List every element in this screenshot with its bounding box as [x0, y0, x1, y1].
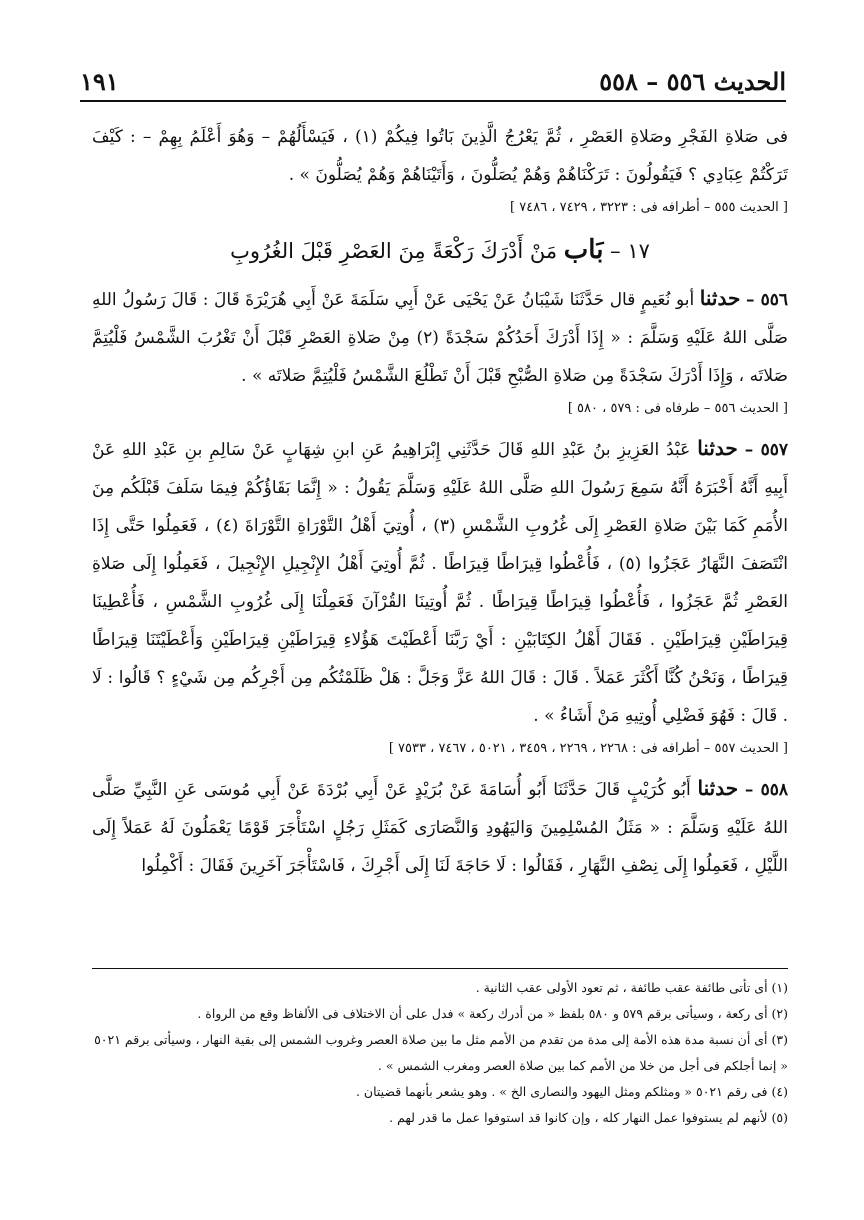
footnote-3: (٣) أى أن نسبة مدة هذه الأمة إلى مدة من تقدم من الأمم مثل ما بين صلاة العصر وغروب الشمس إلى بقية النهار ، وسيأتى برقم ٥٠٢١ « إنما أجلكم فى أجل من خلا من الأمم كما بين صلاة العصر ومغرب الشمس » . [94, 1032, 788, 1073]
footnote-2: (٢) أى ركعة ، وسيأتى برقم ٥٧٩ و ٥٨٠ بلفظ « من أدرك ركعة » فدل على أن الاختلاف فى الألفاظ وقع من الرواة . [197, 1006, 788, 1021]
hadith-556-references: [ الحديث ٥٥٦ – طرفاه فى : ٥٧٩ ، ٥٨٠ ] [567, 401, 788, 416]
hadith-number: ٥٥٨ – [744, 780, 789, 800]
running-title: الحديث ٥٥٦ – ٥٥٨ [599, 67, 786, 96]
hadith-557 [92, 429, 788, 735]
footnote-4: (٤) فى رقم ٥٠٢١ « ومثلكم ومثل اليهود والنصارى الخ » . وهو يشعر بأنهما قضيتان . [355, 1084, 788, 1099]
footnote-5: (٥) لأنهم لم يستوفوا عمل النهار كله ، وإن كانوا قد استوفوا عمل ما قدر لهم . [389, 1110, 788, 1125]
main-text [92, 118, 788, 885]
page-header [80, 58, 786, 102]
hadith-number: ٥٥٦ – [745, 290, 788, 310]
page-number: ١٩١ [80, 67, 119, 96]
hadith-text: أَبُو كُرَيْبٍ قَالَ حَدَّثَنَا أَبُو أُسَامَةَ عَنْ بُرَيْدٍ عَنْ أَبِي بُرْدَةَ عَنْ أَبِي مُوسَى عَنِ النَّبِيِّ صَلَّى اللهُ عَلَيْهِ وَسَلَّمَ : « مَثَلُ المُسْلِمِينَ وَاليَهُودِ وَالنَّصَارَى كَمَثَلِ رَجُلٍ اسْتَأْجَرَ قَوْمًا يَعْمَلُونَ لَهُ عَمَلاً إِلَى اللَّيْلِ ، فَعَمِلُوا إِلَى نِصْفِ النَّهَارِ ، فَقَالُوا : لَا حَاجَةَ لَنَا إِلَى أَجْرِكَ ، فَاسْتَأْجَرَ آخَرِينَ فَقَالَ : أَكْمِلُوا [92, 780, 788, 876]
haddathana-word: حدثنا [697, 776, 739, 800]
hadith-556 [92, 279, 788, 395]
chapter-title: مَنْ أَدْرَكَ رَكْعَةً مِنَ العَصْرِ قَبْلَ الغُرُوبِ [230, 239, 558, 263]
hadith-558 [92, 769, 788, 885]
footnote-1: (١) أى تأتى طائفة عقب طائفة ، ثم تعود الأولى عقب الثانية . [475, 980, 788, 995]
chapter-number: ١٧ – [610, 239, 650, 263]
chapter-bab-word: بَاب [563, 235, 604, 265]
hadith-557-references: [ الحديث ٥٥٧ – أطرافه فى : ٢٢٦٨ ، ٢٢٦٩ ، ٣٤٥٩ ، ٥٠٢١ ، ٧٤٦٧ ، ٧٥٣٣ ] [388, 741, 788, 756]
hadith-text: عَبْدُ العَزِيزِ بنُ عَبْدِ اللهِ قَالَ حَدَّثَنِي إِبْرَاهِيمُ عَنِ ابنِ شِهَابٍ عَنْ سَالِمِ بنِ عَبْدِ اللهِ عَنْ أَبِيهِ أَنَّهُ أَخْبَرَهُ أَنَّهُ سَمِعَ رَسُولَ اللهِ صَلَّى اللهُ عَلَيْهِ وَسَلَّمَ يَقُولُ : « إِنَّمَا بَقَاؤُكُمْ فِيمَا سَلَفَ قَبْلَكُم مِنَ الأُمَمِ كَمَا بَيْنَ صَلاةِ العَصْرِ إِلَى غُرُوبِ الشَّمْسِ (٣) ، أُوتِيَ أَهْلُ التَّوْرَاةِ التَّوْرَاةَ (٤) ، فَعَمِلُوا حَتَّى إِذَا انْتَصَفَ النَّهَارُ عَجَزُوا (٥) ، فَأُعْطُوا قِيرَاطًا قِيرَاطًا . ثُمَّ أُوتِيَ أَهْلُ الإِنْجِيلِ الإِنْجِيلَ ، فَعَمِلُوا إِلَى صَلاةِ العَصْرِ ثُمَّ عَجَزُوا ، فَأُعْطُوا قِيرَاطًا قِيرَاطًا . ثُمَّ أُوتِينَا القُرْآنَ فَعَمِلْنَا إِلَى غُرُوبِ الشَّمْسِ ، فَأُعْطِينَا قِيرَاطَيْنِ قِيرَاطَيْنِ . فَقَالَ أَهْلُ الكِتَابَيْنِ : أَيْ رَبَّنَا أَعْطَيْتَ هَؤُلاءِ قِيرَاطَيْنِ قِيرَاطَيْنِ وَأَعْطَيْتَنَا قِيرَاطًا قِيرَاطًا ، وَنَحْنُ كُنَّا أَكْثَرَ عَمَلاً . قَالَ : قَالَ اللهُ عَزَّ وَجَلَّ : هَلْ ظَلَمْتُكُم مِن أَجْرِكُم مِن شَيْءٍ ؟ قَالُوا : لَا . قَالَ : فَهُوَ فَضْلِي أُوتِيهِ مَنْ أَشَاءُ » . [92, 440, 788, 726]
hadith-number: ٥٥٧ – [744, 440, 789, 460]
haddathana-word: حدثنا [699, 286, 741, 310]
haddathana-word: حدثنا [697, 436, 738, 460]
hadith-555-continuation: فى صَلاةِ الفَجْرِ وصَلاةِ العَصْرِ ، ثُمَّ يَعْرُجُ الَّذِينَ بَاتُوا فِيكُمْ (١) ، فَيَسْأَلُهُمْ – وَهُوَ أَعْلَمُ بِهِمْ – : كَيْفَ تَرَكْتُمْ عِبَادِي ؟ فَيَقُولُونَ : تَرَكْنَاهُمْ وَهُمْ يُصَلُّونَ ، وَأَتَيْنَاهُمْ وَهُمْ يُصَلُّونَ » . [92, 127, 788, 185]
chapter-heading [92, 228, 788, 273]
hadith-555-references: [ الحديث ٥٥٥ – أطرافه فى : ٣٢٢٣ ، ٧٤٢٩ ، ٧٤٨٦ ] [510, 200, 788, 215]
hadith-text: أبو نُعَيمٍ قال حَدَّثَنَا شَيْبَانُ عَنْ يَحْيَى عَنْ أَبِي سَلَمَةَ عَنْ أَبِي هُرَيْرَةَ قَالَ : قَالَ رَسُولُ اللهِ صَلَّى اللهُ عَلَيْهِ وَسَلَّمَ : « إِذَا أَدْرَكَ أَحَدُكُمْ سَجْدَةً (٢) مِنْ صَلاةِ العَصْرِ قَبْلَ أَنْ تَغْرُبَ الشَّمْسُ فَلْيُتِمَّ صَلاتَه ، وَإِذَا أَدْرَكَ سَجْدَةً مِن صَلاةِ الصُّبْحِ قَبْلَ أَنْ تَطْلُعَ الشَّمْسُ فَلْيُتِمَّ صَلاتَه » . [92, 290, 788, 386]
footnotes [92, 968, 788, 1131]
